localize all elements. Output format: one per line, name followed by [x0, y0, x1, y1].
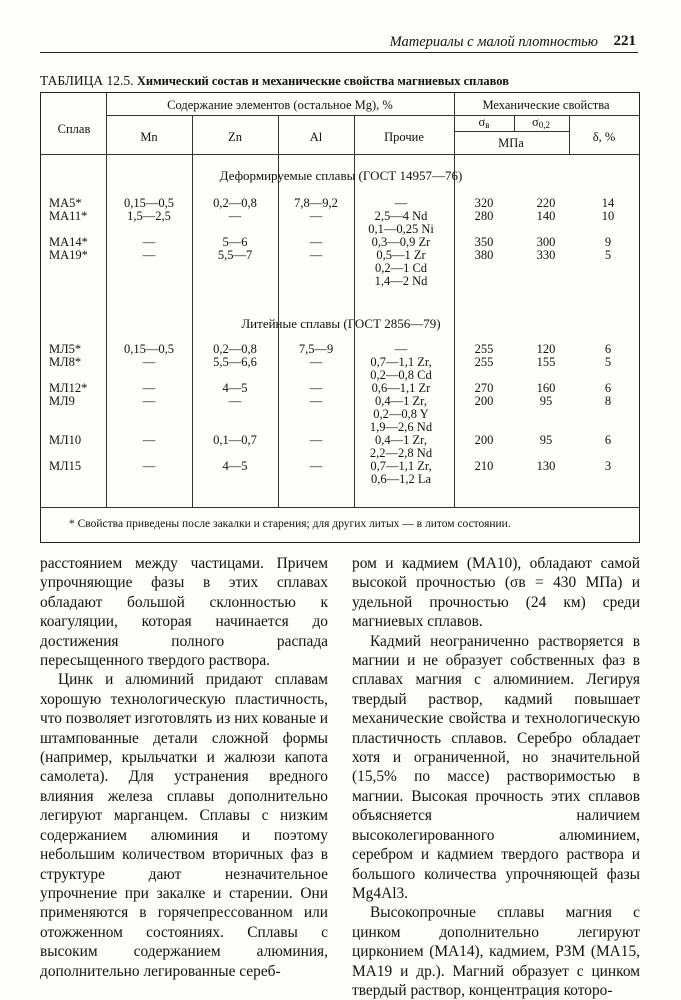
grid-line	[106, 93, 107, 507]
header-zn: Zn	[228, 130, 242, 144]
running-title: Материалы с малой плотностью	[389, 34, 598, 50]
grid-line	[106, 115, 454, 116]
mn-column: 0,15—0,5 1,5—2,5 — —	[124, 196, 174, 262]
header-sigma-b: $\sigma_в$	[478, 115, 490, 130]
body-left-column	[40, 554, 328, 980]
paragraph: ром и кадмием (МА10), обладают самой высокой прочностью (σв = 430 МПа) и удельной прочностью (24 км) среди магниевых сплавов.	[352, 555, 640, 631]
header-unit: МПа	[498, 136, 524, 150]
table-footnote: * Свойства приведены после закалки и старения; для других литых — в литом состоянии.	[69, 518, 511, 530]
grid-line	[454, 131, 569, 132]
alloy-column: МА5* МА11* МА14* МА19*	[49, 196, 88, 262]
table-label: ТАБЛИЦА 12.5.	[40, 73, 134, 88]
table-title: Химический состав и механические свойства магниевых сплавов	[136, 74, 509, 88]
other-column: — 2,5—4 Nd 0,1—0,25 Ni 0,3—0,9 Zr 0,5—1 Zr 0,2—1 Cd 1,4—2 Nd	[368, 196, 434, 288]
header-al: Al	[309, 130, 323, 144]
paragraph: Высокопрочные сплавы магния с цинком дополнительно легируют цирконием (МА14), кадмием, РЗМ (МА15, МА19 и др.). Магний образует с цинком твердый раствор, концентрация которо-	[352, 904, 640, 999]
mn-column: 0,15—0,5 — — — — —	[124, 342, 174, 473]
body-right-column	[352, 554, 640, 999]
sigma-02-column: 120 155 160 95 95 130	[536, 342, 556, 473]
delta-column: 14 10 9 5	[601, 196, 615, 262]
header-mechanical: Механические свойства	[482, 98, 610, 112]
grid-line	[41, 507, 639, 508]
grid-line	[569, 115, 570, 154]
header-alloy: Сплав	[57, 122, 91, 136]
al-column: 7,5—9 — — — — —	[298, 342, 334, 473]
al-column: 7,8—9,2 — — —	[294, 196, 338, 262]
zn-column: 0,2—0,8 — 5—6 5,5—7	[213, 196, 257, 262]
header-other: Прочие	[384, 130, 424, 144]
running-header	[40, 30, 638, 53]
grid-line	[192, 115, 193, 507]
grid-line	[41, 154, 639, 155]
grid-line	[454, 93, 455, 507]
header-mn: Mn	[140, 130, 158, 144]
sigma-02-column: 220 140 300 330	[536, 196, 556, 262]
sigma-b-column: 320 280 350 380	[474, 196, 494, 262]
delta-column: 6 5 6 8 6 3	[604, 342, 612, 473]
alloy-table	[40, 92, 640, 543]
paragraph: Кадмий неограниченно растворяется в магнии и не образует собственных фаз в сплавах магния с алюминием. Легируя твердый раствор, кадмий повышает механические свойства и технологическую пластичность сплавов. Серебро обладает хотя и ограниченной, но значительной (15,5% по массе) растворимостью в магнии. Высокая прочность этих сплавов объясняется наличием высоколегированного алюминием, серебром и кадмием твердого раствора и большого количества упрочняющей фазы Mg4Al3.	[352, 632, 640, 902]
alloy-column: МЛ5* МЛ8* МЛ12* МЛ9 МЛ10 МЛ15	[49, 342, 88, 473]
paragraph: расстоянием между частицами. Причем упрочняющие фазы в этих сплавах обладают большой склонностью к коагуляции, которая начинается до достижения полного распада пересыщенного твердого раствора.	[40, 555, 328, 670]
section-title: Литейные сплавы (ГОСТ 2856—79)	[241, 316, 441, 331]
table-caption	[40, 73, 509, 89]
sigma-b-column: 255 255 270 200 200 210	[474, 342, 494, 473]
paragraph: Цинк и алюминий придают сплавам хорошую технологическую пластичность, что позволяет изготовлять из них кованые и штампованные детали сложной формы (например, крыльчатки и жалюзи капота самолета). Для устранения вредного влияния железа сплавы дополнительно легируют марганцем. Сплавы с низким содержанием алюминия и поэтому небольшим количеством вторичных фаз в структуре дают незначительное упрочнение при закалке и старении. Они применяются в горячепрессованном или отожженном состояниях. Сплавы с высоким содержанием алюминия, дополнительно легированные сереб-	[40, 671, 328, 980]
grid-line	[514, 115, 515, 131]
header-sigma-02: $\sigma_{0,2}$	[532, 115, 550, 130]
header-composition: Содержание элементов (остальное Mg), %	[167, 98, 393, 112]
header-delta: δ, %	[592, 130, 616, 144]
zn-column: 0,2—0,8 5,5—6,6 4—5 — 0,1—0,7 4—5	[213, 342, 257, 473]
other-column: — 0,7—1,1 Zr, 0,2—0,8 Cd 0,6—1,1 Zr 0,4—1 Zr, 0,2—0,8 Y 1,9—2,6 Nd 0,4—1 Zr, 2,2—2,8 Nd 0,7—1,1 Zr, 0,6—1,2 La	[369, 342, 433, 486]
page-number: 221	[613, 33, 636, 49]
section-title: Деформируемые сплавы (ГОСТ 14957—76)	[219, 168, 463, 183]
